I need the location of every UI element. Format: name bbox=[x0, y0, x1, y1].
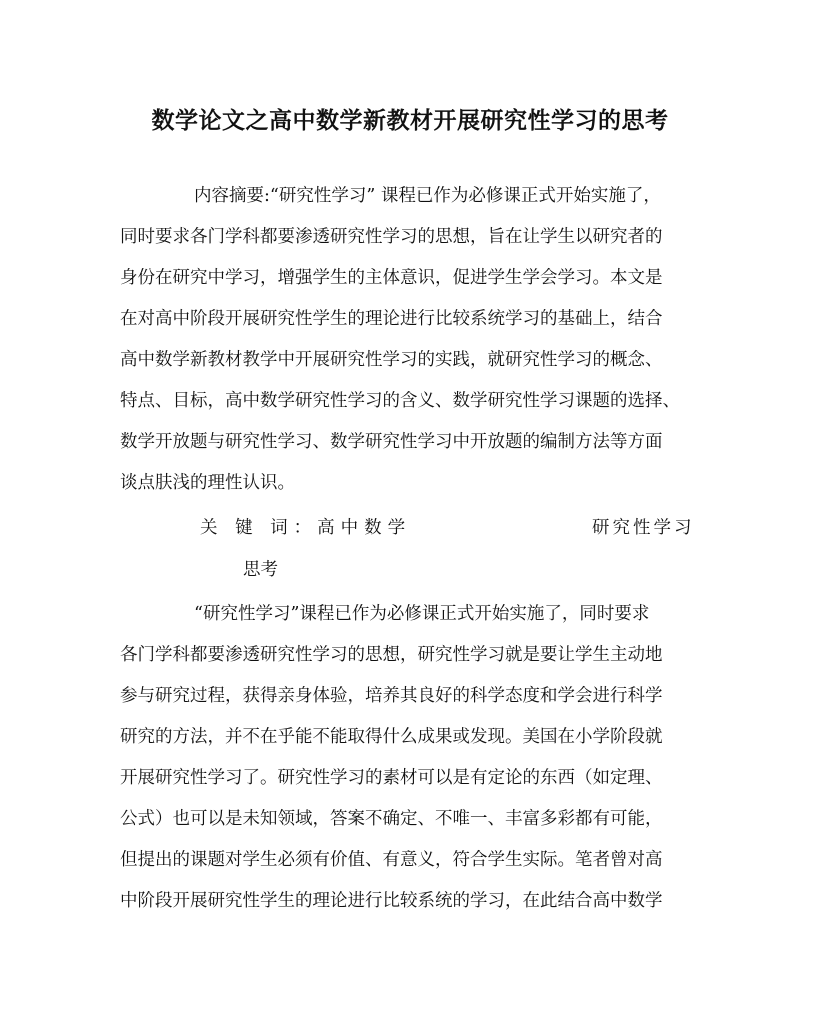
abstract-line: 在对高中阶段开展研究性学生的理论进行比较系统学习的基础上，结合 bbox=[120, 309, 663, 329]
body-line: 各门学科都要渗透研究性学习的思想，研究性学习就是要让学生主动地 bbox=[120, 645, 663, 665]
abstract-line: 内容摘要:“研究性学习” 课程已作为必修课正式开始实施了， bbox=[194, 186, 661, 206]
abstract-line: 身份在研究中学习，增强学生的主体意识，促进学生学会学习。本文是 bbox=[120, 268, 663, 288]
keywords-label: 关 键 词：高中数学 bbox=[200, 518, 412, 538]
body-line: 中阶段开展研究性学生的理论进行比较系统的学习，在此结合高中数学 bbox=[120, 891, 663, 911]
body-line: 公式）也可以是未知领域，答案不确定、不唯一、丰富多彩都有可能， bbox=[120, 809, 663, 829]
document-title: 数学论文之高中数学新教材开展研究性学习的思考 bbox=[151, 107, 669, 134]
body-line: 研究的方法，并不在乎能不能取得什么成果或发现。美国在小学阶段就 bbox=[120, 727, 663, 747]
abstract-line: 同时要求各门学科都要渗透研究性学习的思想，旨在让学生以研究者的 bbox=[120, 227, 663, 247]
body-line: 但提出的课题对学生必须有价值、有意义，符合学生实际。笔者曾对高 bbox=[120, 850, 663, 870]
abstract-line: 高中数学新教材教学中开展研究性学习的实践，就研究性学习的概念、 bbox=[120, 350, 663, 370]
body-line: 开展研究性学习了。研究性学习的素材可以是有定论的东西（如定理、 bbox=[120, 768, 663, 788]
abstract-line: 数学开放题与研究性学习、数学研究性学习中开放题的编制方法等方面 bbox=[120, 432, 663, 452]
abstract-line: 特点、目标，高中数学研究性学习的含义、数学研究性学习课题的选择、 bbox=[120, 391, 680, 411]
abstract-line: 谈点肤浅的理性认识。 bbox=[120, 473, 295, 493]
keyword-term: 研究性学习 bbox=[592, 518, 695, 538]
body-line: 参与研究过程，获得亲身体验，培养其良好的科学态度和学会进行科学 bbox=[120, 686, 663, 706]
body-line: “研究性学习”课程已作为必修课正式开始实施了，同时要求 bbox=[194, 604, 650, 624]
keyword-term: 思考 bbox=[243, 560, 278, 580]
